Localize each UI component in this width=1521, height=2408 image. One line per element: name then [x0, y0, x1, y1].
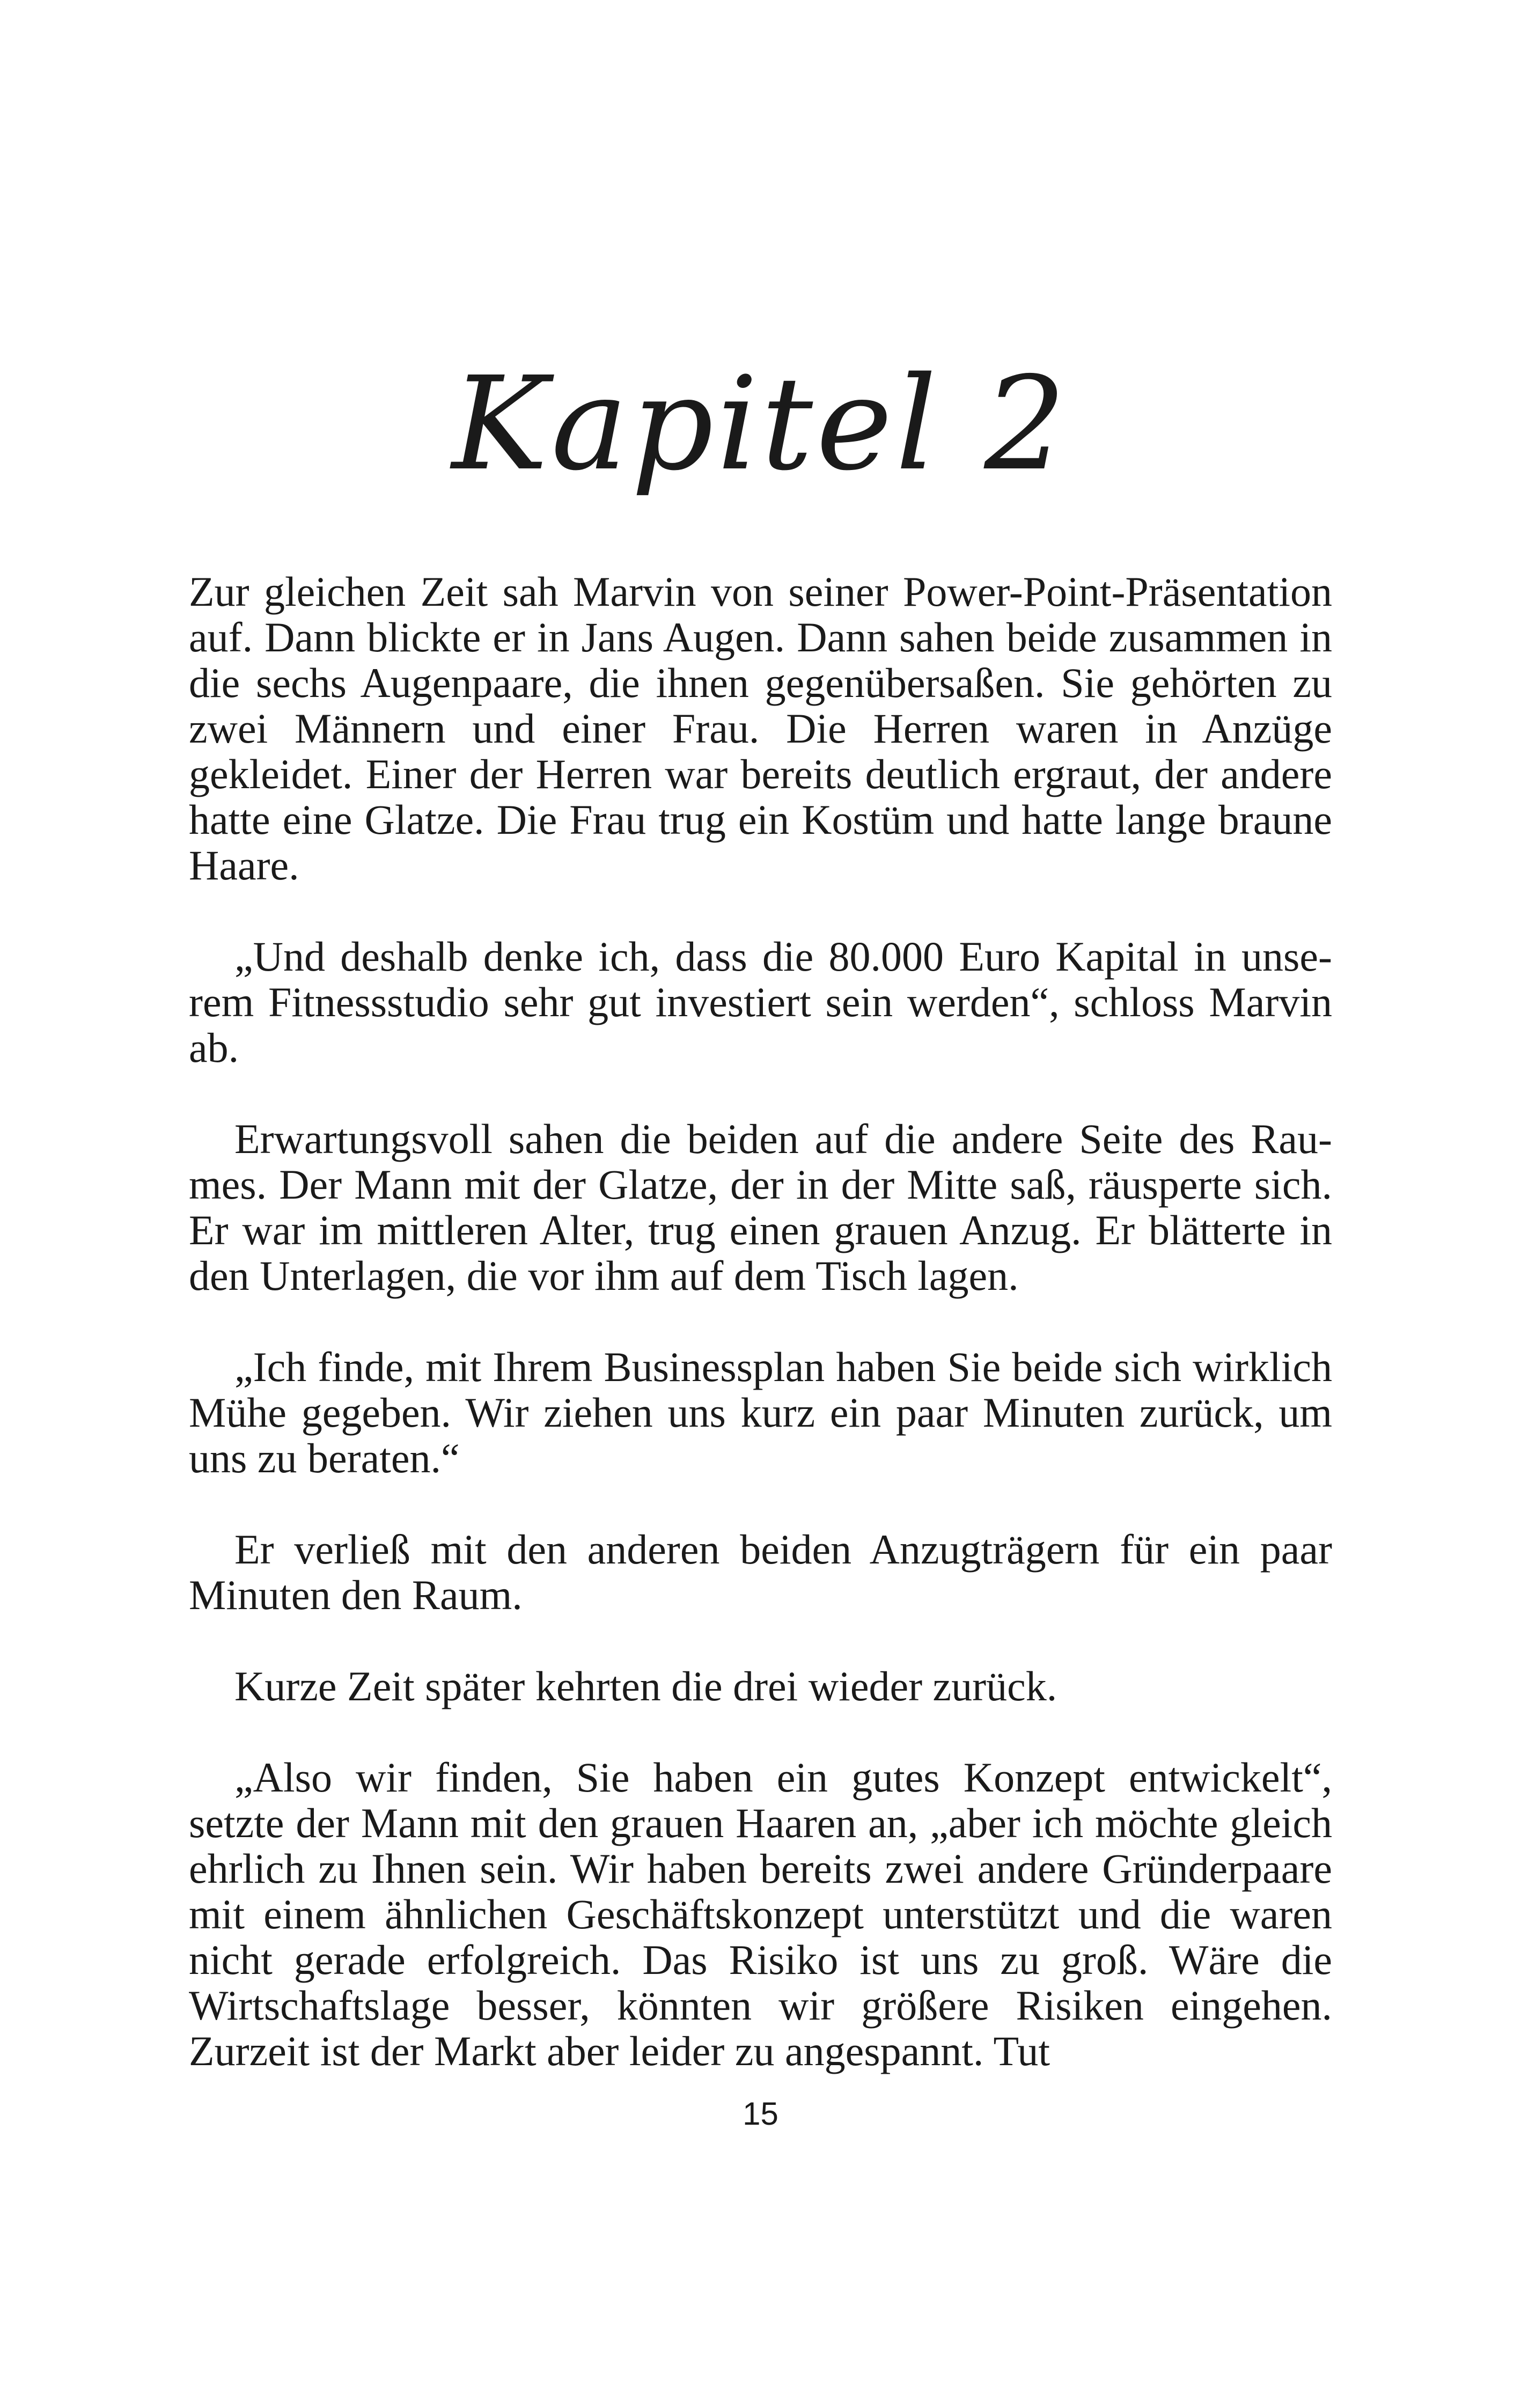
paragraph: Er verließ mit den anderen beiden Anzugträgern für ein paar Minuten den Raum. [189, 1526, 1332, 1618]
paragraph: „Und deshalb denke ich, dass die 80.000 Euro Kapital in unserem Fitnessstudio sehr gut investiert sein werden“, schloss Marvin ab. [189, 933, 1332, 1071]
paragraph: Erwartungsvoll sahen die beiden auf die andere Seite des Raumes. Der Mann mit der Glatze, der in der Mitte saß, räusperte sich. Er war im mittleren Alter, trug einen grauen Anzug. Er blätterte in den Unterlagen, die vor ihm auf dem Tisch lagen. [189, 1115, 1332, 1299]
page-number: 15 [743, 2096, 778, 2132]
paragraph: Kurze Zeit später kehrten die drei wieder zurück. [234, 1663, 1057, 1709]
paragraph: „Also wir finden, Sie haben ein gutes Konzept entwickelt“, setzte der Mann mit den grauen Haaren an, „aber ich möchte gleich ehrlich zu Ihnen sein. Wir haben bereits zwei andere Gründerpaare mit einem ähnlichen Geschäftskonzept unterstützt und die waren nicht gerade erfolgreich. Das Risiko ist uns zu groß. Wäre die Wirtschaftslage besser, könnten wir größere Risiken eingehen. Zurzeit ist der Markt aber leider zu angespannt. Tut [189, 1754, 1332, 2074]
paragraph: Zur gleichen Zeit sah Marvin von seiner Power-Point-Präsentation auf. Dann blickte er in Jans Augen. Dann sahen beide zusammen in die sechs Augenpaare, die ihnen gegenübersaßen. Sie gehörten zu zwei Männern und einer Frau. Die Herren waren in Anzüge gekleidet. Einer der Herren war bereits deutlich ergraut, der andere hatte eine Glatze. Die Frau trug ein Kostüm und hatte lange braune Haare. [189, 568, 1332, 889]
body-text [189, 569, 1332, 2074]
paragraph: „Ich finde, mit Ihrem Businessplan haben Sie beide sich wirklich Mühe gegeben. Wir ziehen uns kurz ein paar Minuten zurück, um uns zu beraten.“ [189, 1344, 1332, 1481]
chapter-title: Kapitel 2 [452, 349, 1069, 499]
